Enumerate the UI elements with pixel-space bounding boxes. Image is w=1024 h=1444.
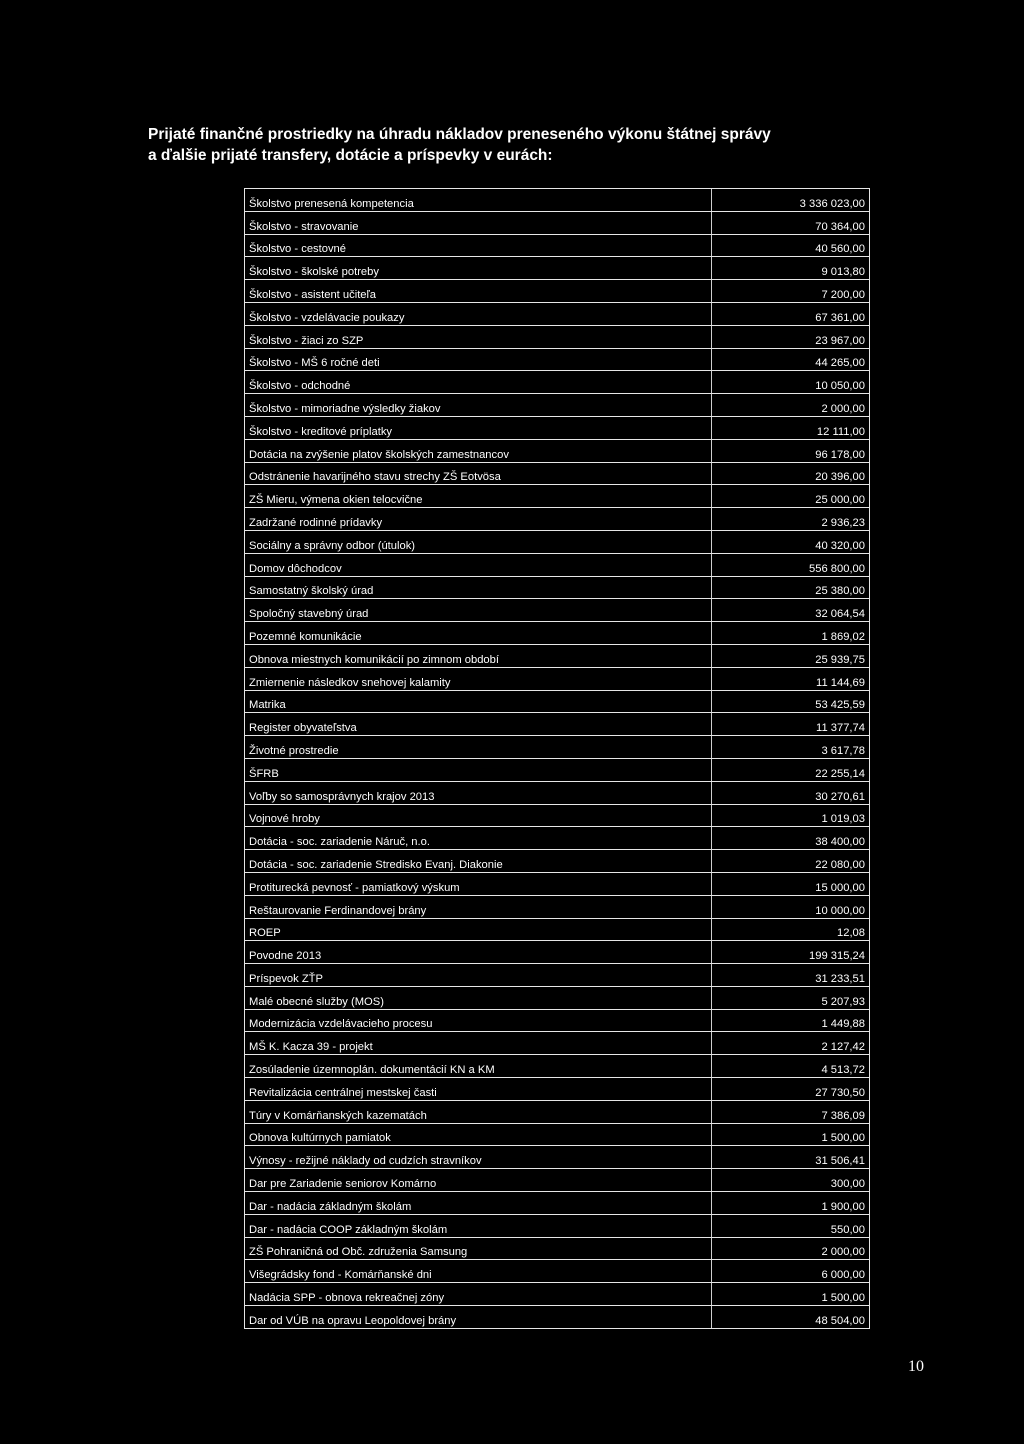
table-row	[245, 622, 870, 645]
item-name: Nadácia SPP - obnova rekreačnej zóny	[245, 1283, 712, 1306]
item-name: Školstvo - asistent učiteľa	[245, 280, 712, 303]
item-amount: 550,00	[711, 1214, 869, 1237]
item-amount: 15 000,00	[711, 872, 869, 895]
item-amount: 96 178,00	[711, 439, 869, 462]
table-row	[245, 644, 870, 667]
item-name: Školstvo - žiaci zo SZP	[245, 325, 712, 348]
item-name: Dotácia na zvýšenie platov školských zamestnancov	[245, 439, 712, 462]
item-name: Matrika	[245, 690, 712, 713]
table-row	[245, 416, 870, 439]
table-row	[245, 758, 870, 781]
item-amount: 22 255,14	[711, 758, 869, 781]
item-name: ŠFRB	[245, 758, 712, 781]
item-name: Školstvo - vzdelávacie poukazy	[245, 302, 712, 325]
item-amount: 31 233,51	[711, 964, 869, 987]
item-name: ZŠ Pohraničná od Obč. združenia Samsung	[245, 1237, 712, 1260]
item-name: Obnova miestnych komunikácií po zimnom období	[245, 644, 712, 667]
table-row	[245, 804, 870, 827]
item-name: Výnosy - režijné náklady od cudzích stravníkov	[245, 1146, 712, 1169]
item-amount: 30 270,61	[711, 781, 869, 804]
funds-table-body	[245, 189, 870, 1329]
table-row	[245, 986, 870, 1009]
item-amount: 48 504,00	[711, 1306, 869, 1329]
item-amount: 38 400,00	[711, 827, 869, 850]
item-name: Zosúladenie územnoplán. dokumentácií KN a KM	[245, 1055, 712, 1078]
item-amount: 44 265,00	[711, 348, 869, 371]
item-name: Zmiernenie následkov snehovej kalamity	[245, 667, 712, 690]
item-amount: 2 127,42	[711, 1032, 869, 1055]
table-row	[245, 439, 870, 462]
table-row	[245, 1192, 870, 1215]
page-number: 10	[908, 1358, 924, 1375]
item-name: Dar - nadácia základným školám	[245, 1192, 712, 1215]
item-amount: 3 336 023,00	[711, 189, 869, 212]
item-amount: 11 377,74	[711, 713, 869, 736]
item-amount: 20 396,00	[711, 462, 869, 485]
item-name: Dar od VÚB na opravu Leopoldovej brány	[245, 1306, 712, 1329]
table-row	[245, 1260, 870, 1283]
table-row	[245, 1100, 870, 1123]
item-amount: 2 000,00	[711, 1237, 869, 1260]
item-name: Revitalizácia centrálnej mestskej časti	[245, 1078, 712, 1101]
table-row	[245, 189, 870, 212]
table-row	[245, 941, 870, 964]
item-amount: 25 939,75	[711, 644, 869, 667]
table-row	[245, 302, 870, 325]
item-name: Pozemné komunikácie	[245, 622, 712, 645]
item-name: Životné prostredie	[245, 736, 712, 759]
item-name: MŠ K. Kacza 39 - projekt	[245, 1032, 712, 1055]
table-row	[245, 1009, 870, 1032]
table-row	[245, 462, 870, 485]
table-row	[245, 325, 870, 348]
item-name: ZŠ Mieru, výmena okien telocvične	[245, 485, 712, 508]
heading-line-1: Prijaté finančné prostriedky na úhradu nákladov preneseného výkonu štátnej správy	[148, 126, 771, 143]
item-amount: 12,08	[711, 918, 869, 941]
item-amount: 25 380,00	[711, 576, 869, 599]
item-name: ROEP	[245, 918, 712, 941]
item-name: Dotácia - soc. zariadenie Náruč, n.o.	[245, 827, 712, 850]
table-row	[245, 1146, 870, 1169]
table-row	[245, 348, 870, 371]
item-amount: 22 080,00	[711, 850, 869, 873]
page-heading	[148, 124, 938, 166]
item-amount: 70 364,00	[711, 211, 869, 234]
table-row	[245, 667, 870, 690]
item-amount: 3 617,78	[711, 736, 869, 759]
item-name: Voľby so samosprávnych krajov 2013	[245, 781, 712, 804]
table-row	[245, 1237, 870, 1260]
item-amount: 199 315,24	[711, 941, 869, 964]
item-name: Túry v Komárňanských kazematách	[245, 1100, 712, 1123]
table-row	[245, 530, 870, 553]
item-name: Dar - nadácia COOP základným školám	[245, 1214, 712, 1237]
item-name: Obnova kultúrnych pamiatok	[245, 1123, 712, 1146]
item-amount: 1 500,00	[711, 1283, 869, 1306]
item-name: Dotácia - soc. zariadenie Stredisko Evanj. Diakonie	[245, 850, 712, 873]
table-row	[245, 1055, 870, 1078]
table-row	[245, 257, 870, 280]
table-row	[245, 895, 870, 918]
table-row	[245, 211, 870, 234]
item-name: Školstvo - školské potreby	[245, 257, 712, 280]
item-amount: 4 513,72	[711, 1055, 869, 1078]
item-name: Školstvo - MŠ 6 ročné deti	[245, 348, 712, 371]
table-row	[245, 485, 870, 508]
table-row	[245, 872, 870, 895]
table-row	[245, 1123, 870, 1146]
item-name: Dar pre Zariadenie seniorov Komárno	[245, 1169, 712, 1192]
item-amount: 9 013,80	[711, 257, 869, 280]
item-name: Odstránenie havarijného stavu strechy ZŠ Eotvösa	[245, 462, 712, 485]
table-row	[245, 1283, 870, 1306]
table-row	[245, 576, 870, 599]
item-name: Register obyvateľstva	[245, 713, 712, 736]
table-row	[245, 1078, 870, 1101]
table-row	[245, 599, 870, 622]
table-row	[245, 371, 870, 394]
item-amount: 53 425,59	[711, 690, 869, 713]
item-name: Domov dôchodcov	[245, 553, 712, 576]
item-amount: 6 000,00	[711, 1260, 869, 1283]
item-amount: 1 900,00	[711, 1192, 869, 1215]
item-name: Školstvo - cestovné	[245, 234, 712, 257]
table-row	[245, 1214, 870, 1237]
table-row	[245, 234, 870, 257]
item-name: Spoločný stavebný úrad	[245, 599, 712, 622]
item-name: Vojnové hroby	[245, 804, 712, 827]
table-row	[245, 1306, 870, 1329]
item-amount: 1 449,88	[711, 1009, 869, 1032]
table-row	[245, 690, 870, 713]
item-name: Reštaurovanie Ferdinandovej brány	[245, 895, 712, 918]
item-name: Školstvo - odchodné	[245, 371, 712, 394]
item-name: Samostatný školský úrad	[245, 576, 712, 599]
table-row	[245, 713, 870, 736]
item-name: Školstvo - mimoriadne výsledky žiakov	[245, 394, 712, 417]
table-row	[245, 280, 870, 303]
item-amount: 10 050,00	[711, 371, 869, 394]
item-amount: 25 000,00	[711, 485, 869, 508]
item-amount: 556 800,00	[711, 553, 869, 576]
item-amount: 12 111,00	[711, 416, 869, 439]
item-amount: 10 000,00	[711, 895, 869, 918]
item-amount: 7 200,00	[711, 280, 869, 303]
heading-line-2: a ďalšie prijaté transfery, dotácie a príspevky v eurách:	[148, 147, 553, 164]
table-row	[245, 918, 870, 941]
table-row	[245, 553, 870, 576]
table-row	[245, 1169, 870, 1192]
item-amount: 32 064,54	[711, 599, 869, 622]
item-amount: 1 869,02	[711, 622, 869, 645]
table-row	[245, 827, 870, 850]
item-amount: 2 936,23	[711, 508, 869, 531]
item-amount: 27 730,50	[711, 1078, 869, 1101]
table-row	[245, 781, 870, 804]
item-name: Sociálny a správny odbor (útulok)	[245, 530, 712, 553]
item-amount: 2 000,00	[711, 394, 869, 417]
item-amount: 7 386,09	[711, 1100, 869, 1123]
item-amount: 1 019,03	[711, 804, 869, 827]
item-name: Príspevok ZŤP	[245, 964, 712, 987]
item-name: Školstvo prenesená kompetencia	[245, 189, 712, 212]
table-row	[245, 964, 870, 987]
item-amount: 40 320,00	[711, 530, 869, 553]
item-amount: 300,00	[711, 1169, 869, 1192]
item-amount: 31 506,41	[711, 1146, 869, 1169]
table-row	[245, 850, 870, 873]
item-name: Protiturecká pevnosť - pamiatkový výskum	[245, 872, 712, 895]
table-row	[245, 394, 870, 417]
item-amount: 11 144,69	[711, 667, 869, 690]
item-name: Školstvo - kreditové príplatky	[245, 416, 712, 439]
item-amount: 40 560,00	[711, 234, 869, 257]
item-name: Školstvo - stravovanie	[245, 211, 712, 234]
item-amount: 67 361,00	[711, 302, 869, 325]
item-name: Povodne 2013	[245, 941, 712, 964]
table-row	[245, 508, 870, 531]
item-amount: 1 500,00	[711, 1123, 869, 1146]
item-name: Malé obecné služby (MOS)	[245, 986, 712, 1009]
item-amount: 23 967,00	[711, 325, 869, 348]
table-row	[245, 736, 870, 759]
table-row	[245, 1032, 870, 1055]
item-name: Modernizácia vzdelávacieho procesu	[245, 1009, 712, 1032]
funds-table	[244, 188, 870, 1329]
item-name: Zadržané rodinné prídavky	[245, 508, 712, 531]
item-amount: 5 207,93	[711, 986, 869, 1009]
item-name: Višegrádsky fond - Komárňanské dni	[245, 1260, 712, 1283]
